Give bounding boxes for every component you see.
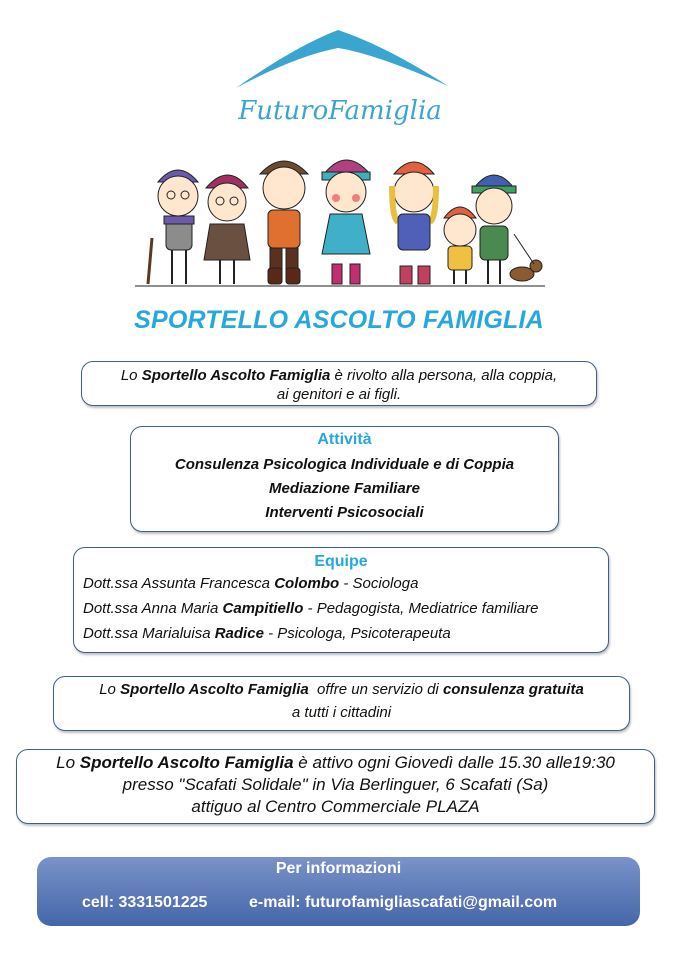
logo-text: FuturoFamiglia: [238, 96, 442, 126]
phone-number[interactable]: cell: 3331501225: [82, 894, 208, 911]
equipe-member: Dott.ssa Assunta Francesca Colombo - Sociologa: [83, 575, 419, 592]
attivita-item: Interventi Psicosociali: [265, 504, 424, 521]
family-illustration: [130, 148, 550, 290]
attivita-item: Mediazione Familiare: [269, 480, 420, 497]
equipe-member: Dott.ssa Anna Maria Campitiello - Pedagogista, Mediatrice familiare: [83, 600, 539, 617]
equipe-heading: Equipe: [314, 553, 368, 570]
girl-figure: [392, 162, 436, 284]
servizio-box: Lo Sportello Ascolto Famiglia offre un servizio di consulenza gratuita a tutti i cittadini: [53, 676, 630, 731]
roof-icon: [226, 26, 454, 106]
futurofamiglia-logo: [226, 26, 454, 146]
attivita-box: [130, 426, 559, 532]
grandma-figure: [204, 175, 250, 284]
info-banner: [37, 857, 640, 926]
attivita-item: Consulenza Psicologica Individuale e di Coppia: [174, 456, 515, 473]
equipe-box: [73, 547, 609, 653]
orari-box: Lo Sportello Ascolto Famiglia è attivo ogni Giovedì dalle 15.30 alle19:30 presso "Scafati Solidale" in Via Berlinguer, 6 Scafati (Sa) attiguo al Centro Commerciale PLAZA: [16, 749, 655, 824]
email-address[interactable]: e-mail: futurofamigliascafati@gmail.com: [249, 894, 558, 911]
dog-figure: [510, 234, 542, 281]
intro-box: Lo Sportello Ascolto Famiglia è rivolto alla persona, alla coppia, ai genitori e ai figli.: [81, 361, 597, 406]
boy-figure: [472, 175, 516, 284]
dad-figure: [260, 161, 308, 284]
grandpa-figure: [148, 170, 198, 284]
info-heading: Per informazioni: [275, 860, 402, 877]
attivita-heading: Attività: [317, 431, 372, 448]
page-title: SPORTELLO ASCOLTO FAMIGLIA: [134, 306, 544, 334]
mom-figure: [322, 160, 370, 284]
baby-figure: [444, 207, 476, 284]
equipe-member: Dott.ssa Marialuisa Radice - Psicologa, Psicoterapeuta: [83, 625, 451, 642]
intro-bold: Sportello Ascolto Famiglia: [141, 367, 331, 384]
